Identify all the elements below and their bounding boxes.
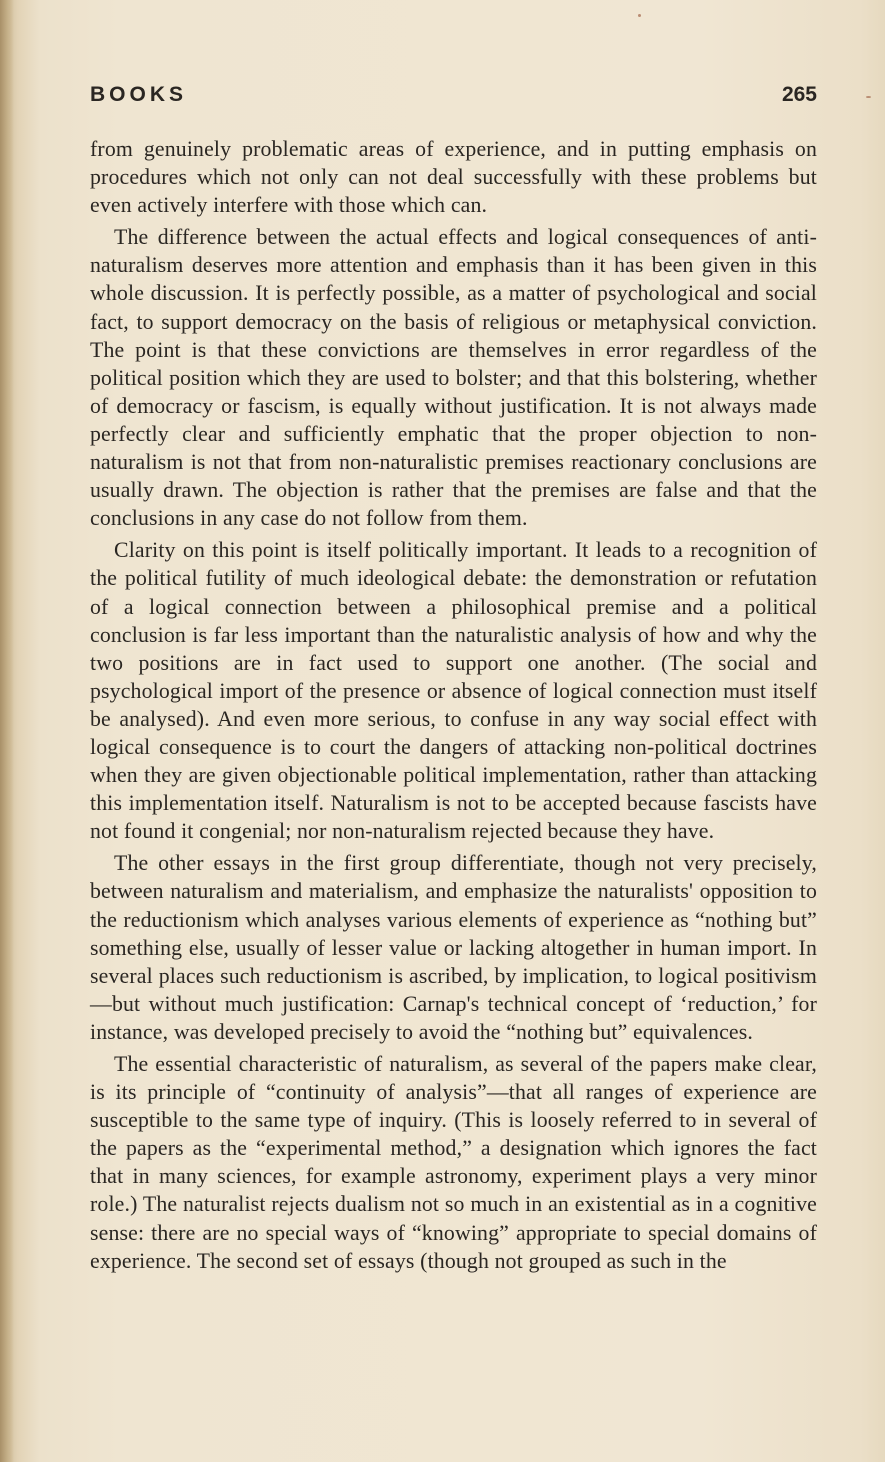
paragraph: The difference between the actual effects and logical consequences of anti-naturalism deserves more attention and emphasis than it has been given in this whole discussion. It is perfectly possible, as a matter of psychological and social fact, to support democracy on the basis of religious or metaphysical conviction. The point is that these convictions are themselves in error regardless of the political position which they are used to bolster; and that this bolstering, whether of democracy or fascism, is equally without justification. It is not always made perfectly clear and sufficiently emphatic that the proper objection to non-naturalism is not that from non-naturalistic premises reactionary conclusions are usually drawn. The objection is rather that the premises are false and that the conclusions in any case do not follow from them. (90, 225, 817, 531)
paragraph: The other essays in the first group differentiate, though not very precisely, between naturalism and materialism, and emphasize the naturalists' opposition to the reductionism which analyses various elements of experience as “nothing but” something else, usually of lesser value or lacking altogether in human import. In several places such reductionism is ascribed, by implication, to logical positivism—but without much justification: Carnap's technical concept of ‘reduction,’ for instance, was developed precisely to avoid the “nothing but” equivalences. (90, 851, 817, 1044)
paragraph: from genuinely problematic areas of experience, and in putting emphasis on procedures which not only can not deal successfully with these problems but even actively interfere with those which can. (90, 137, 817, 218)
paper-fleck (638, 14, 641, 17)
paragraph: Clarity on this point is itself politically important. It leads to a recognition of the political futility of much ideological debate: the demonstration or refutation of a logical connection between a philosophical premise and a political conclusion is far less important than the naturalistic analysis of how and why the two positions are in fact used to support one another. (The social and psychological import of the presence or absence of logical connection must itself be analysed). And even more serious, to confuse in any way social effect with logical consequence is to court the dangers of attacking non-political doctrines when they are given objectionable political implementation, rather than attacking this implementation itself. Naturalism is not to be accepted because fascists have not found it congenial; nor non-naturalism rejected because they have. (90, 538, 817, 844)
body-text (90, 135, 817, 1275)
running-head (90, 83, 817, 113)
paper-fleck (866, 96, 871, 98)
page-number: 265 (781, 83, 817, 106)
section-title: BOOKS (90, 83, 188, 106)
paragraph: The essential characteristic of naturalism, as several of the papers make clear, is its principle of “continuity of analysis”—that all ranges of experience are susceptible to the same type of inquiry. (This is loosely referred to in several of the papers as the “experimental method,” a designation which ignores the fact that in many sciences, for example astronomy, experiment plays a very minor role.) The naturalist rejects dualism not so much in an existential as in a cognitive sense: there are no special ways of “knowing” appropriate to special domains of experience. The second set of essays (though not grouped as such in the (90, 1052, 817, 1273)
page-gutter-shadow (0, 0, 14, 1462)
